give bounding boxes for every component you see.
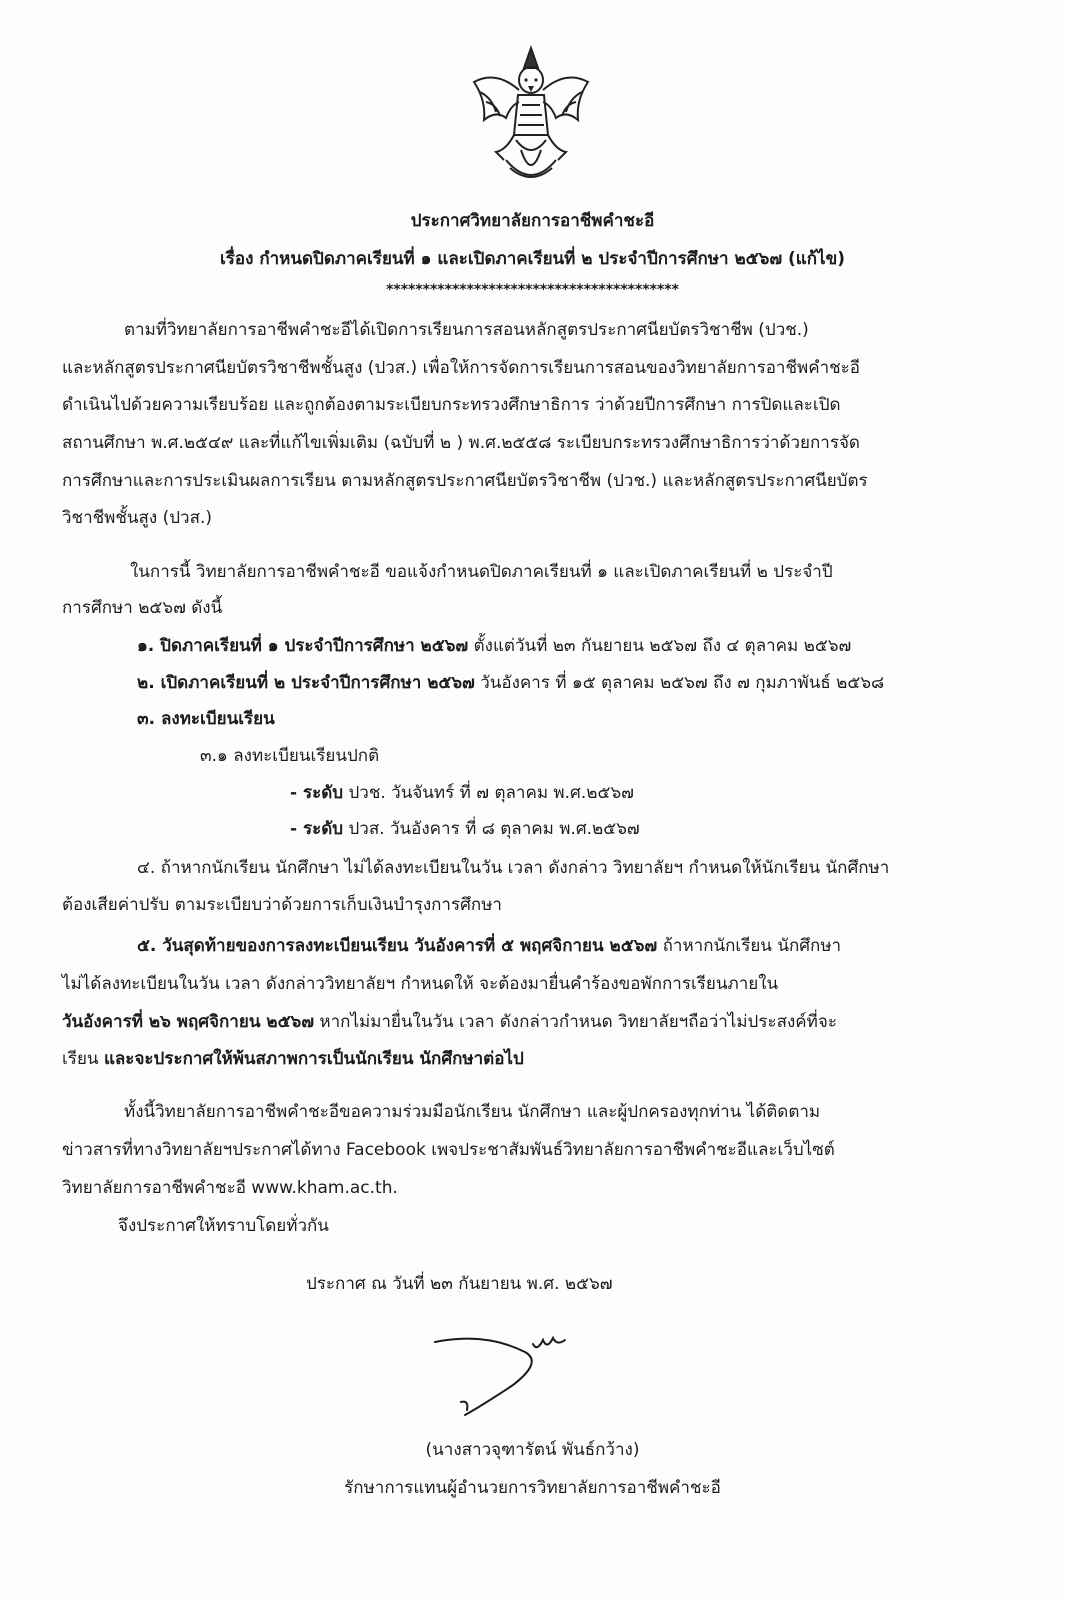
item-3-1: ๓.๑ ลงทะเบียนเรียนปกติ: [200, 746, 380, 766]
level-vocational: [290, 781, 634, 805]
para1-line-2: และหลักสูตรประกาศนียบัตรวิชาชีพชั้นสูง (ปวส.) เพื่อให้การจัดการเรียนการสอนของวิทยาลัยการอาชีพคำชะอี: [62, 358, 861, 378]
item-4-line-1: ๔. ถ้าหากนักเรียน นักศึกษา ไม่ได้ลงทะเบียนในวัน เวลา ดังกล่าว วิทยาลัยฯ กำหนดให้นักเรียน นักศึกษา: [137, 858, 890, 878]
para3-line-3: วิทยาลัยการอาชีพคำชะอี www.kham.ac.th.: [62, 1178, 398, 1198]
item-5-line-4-bold: และจะประกาศให้พ้นสภาพการเป็นนักเรียน นักศึกษาต่อไป: [103, 1049, 524, 1069]
closing-line: จึงประกาศให้ทราบโดยทั่วกัน: [118, 1216, 329, 1236]
item-5-deadline-bold: วันอังคารที่ ๒๖ พฤศจิกายน ๒๕๖๗: [62, 1012, 315, 1032]
level-vocational-bold: - ระดับ: [290, 783, 344, 803]
item-5-bold: ๕. วันสุดท้ายของการลงทะเบียนเรียน วันอังคารที่ ๕ พฤศจิกายน ๒๕๖๗: [137, 936, 658, 956]
announcement-subject: เรื่อง กำหนดปิดภาคเรียนที่ ๑ และเปิดภาคเรียนที่ ๒ ประจำปีการศึกษา ๒๕๖๗ (แก้ไข): [219, 249, 846, 269]
para2-line-1: ในการนี้ วิทยาลัยการอาชีพคำชะอี ขอแจ้งกำหนดปิดภาคเรียนที่ ๑ และเปิดภาคเรียนที่ ๒ ประจำปี: [130, 562, 833, 582]
item-3: ๓. ลงทะเบียนเรียน: [137, 709, 275, 729]
announcement-date: ประกาศ ณ วันที่ ๒๓ กันยายน พ.ศ. ๒๕๖๗: [306, 1274, 613, 1294]
item-5-line-4-text: เรียน: [62, 1049, 104, 1069]
item-2: [137, 671, 884, 695]
level-vocational-text: ปวช. วันจันทร์ ที่ ๗ ตุลาคม พ.ศ.๒๕๖๗: [343, 783, 634, 803]
para1-line-5: การศึกษาและการประเมินผลการเรียน ตามหลักสูตรประกาศนียบัตรวิชาชีพ (ปวช.) และหลักสูตรประกาศนียบัตร: [62, 471, 868, 491]
item-5-deadline-text: หากไม่มายื่นในวัน เวลา ดังกล่าวกำหนด วิทยาลัยฯถือว่าไม่ประสงค์ที่จะ: [314, 1012, 837, 1032]
para1-line-3: ดำเนินไปด้วยความเรียบร้อย และถูกต้องตามระเบียบกระทรวงศึกษาธิการ ว่าด้วยปีการศึกษา การปิดและเปิด: [62, 395, 841, 415]
item-4-line-2: ต้องเสียค่าปรับ ตามระเบียบว่าด้วยการเก็บเงินบำรุงการศึกษา: [62, 895, 502, 915]
item-5-line-3: [62, 1010, 837, 1034]
item-5-text: ถ้าหากนักเรียน นักศึกษา: [657, 936, 842, 956]
signer-name: (นางสาวจุฑารัตน์ พันธ์กว้าง): [425, 1440, 640, 1460]
handwritten-signature: [425, 1330, 595, 1420]
para1-line-6: วิชาชีพชั้นสูง (ปวส.): [62, 508, 212, 528]
para2-line-2: การศึกษา ๒๕๖๗ ดังนี้: [62, 598, 223, 618]
announcement-title: ประกาศวิทยาลัยการอาชีพคำชะอี: [410, 211, 655, 231]
para1-line-4: สถานศึกษา พ.ศ.๒๕๔๙ และที่แก้ไขเพิ่มเติม (ฉบับที่ ๒ ) พ.ศ.๒๕๕๘ ระเบียบกระทรวงศึกษาธิการว่าด้วยการจัด: [62, 433, 860, 453]
item-5-line-4: [62, 1047, 524, 1071]
para3-line-1: ทั้งนี้วิทยาลัยการอาชีพคำชะอีขอความร่วมมือนักเรียน นักศึกษา และผู้ปกครองทุกท่าน ได้ติดตาม: [124, 1102, 821, 1122]
level-higher-vocational: [290, 817, 640, 841]
item-5-line-2: ไม่ได้ลงทะเบียนในวัน เวลา ดังกล่าววิทยาลัยฯ กำหนดให้ จะต้องมายื่นคำร้องขอพักการเรียนภายใน: [62, 974, 779, 994]
item-2-bold: ๒. เปิดภาคเรียนที่ ๒ ประจำปีการศึกษา ๒๕๖๗: [137, 673, 475, 693]
signer-title: รักษาการแทนผู้อำนวยการวิทยาลัยการอาชีพคำชะอี: [344, 1478, 721, 1498]
para3-line-2: ข่าวสารที่ทางวิทยาลัยฯประกาศได้ทาง Facebook เพจประชาสัมพันธ์วิทยาลัยการอาชีพคำชะอีและเว็บไซต์: [62, 1140, 835, 1160]
level-higher-vocational-bold: - ระดับ: [290, 819, 344, 839]
item-1-text: ตั้งแต่วันที่ ๒๓ กันยายน ๒๕๖๗ ถึง ๔ ตุลาคม ๒๕๖๗: [468, 636, 852, 656]
para1-line-1: ตามที่วิทยาลัยการอาชีพคำชะอีได้เปิดการเรียนการสอนหลักสูตรประกาศนียบัตรวิชาชีพ (ปวช.): [124, 320, 809, 340]
level-higher-vocational-text: ปวส. วันอังคาร ที่ ๘ ตุลาคม พ.ศ.๒๕๖๗: [343, 819, 640, 839]
item-1-bold: ๑. ปิดภาคเรียนที่ ๑ ประจำปีการศึกษา ๒๕๖๗: [137, 636, 469, 656]
item-2-text: วันอังคาร ที่ ๑๕ ตุลาคม ๒๕๖๗ ถึง ๗ กุมภาพันธ์ ๒๕๖๘: [474, 673, 885, 693]
garuda-emblem-icon: [466, 40, 596, 190]
separator-line: ****************************************: [386, 282, 679, 298]
item-5-line-1: [137, 934, 841, 958]
item-1: [137, 634, 851, 658]
